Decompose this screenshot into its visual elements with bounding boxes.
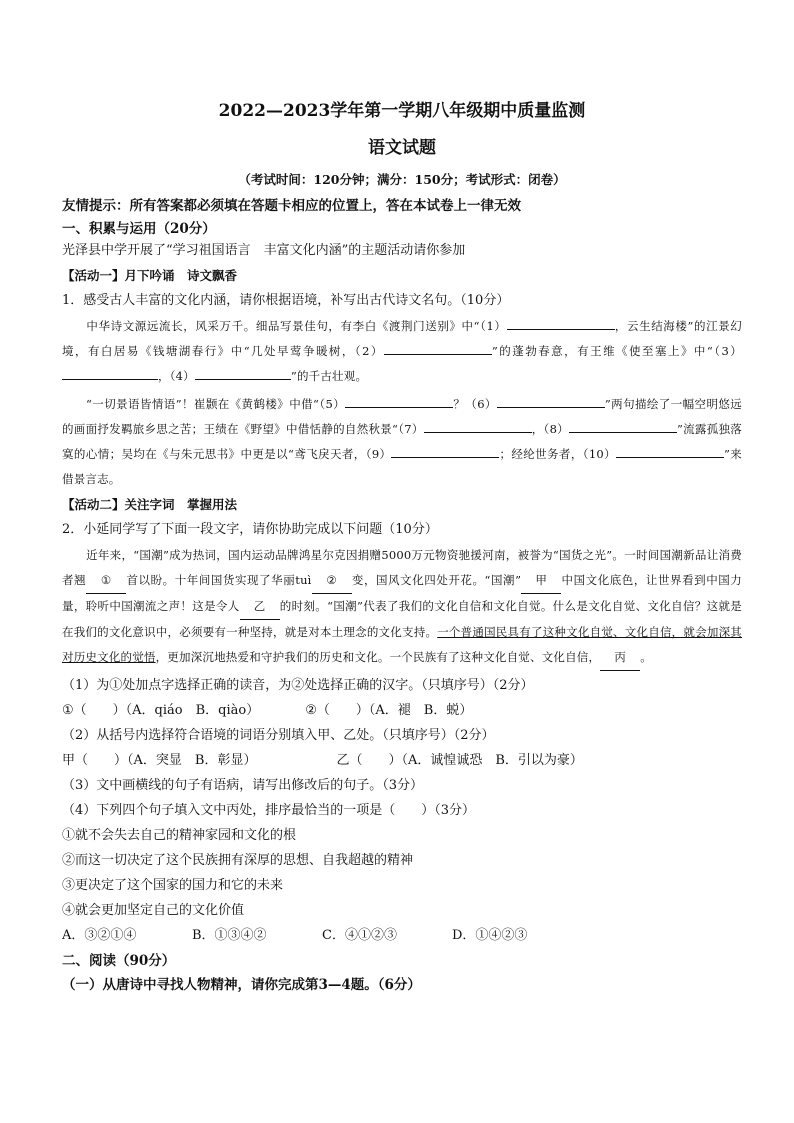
blank-marker-yi: 乙 [240,594,280,620]
sub-question-1-options [62,699,742,718]
answer-blank-2[interactable] [384,340,492,355]
option-yi[interactable]: 乙（ ）（A．诚惶诚恐 B．引以为豪） [336,753,583,768]
sentence-item: ②而这一切决定了这个民族拥有深厚的思想、自我超越的精神 [62,853,414,868]
section-heading-2: 二、阅读（90分） [62,953,176,969]
page-title: 2022—2023学年第一学期八年级期中质量监测 [218,101,586,121]
question-1-stem: 1．感受古人丰富的文化内涵，请你根据语境，补写出古代诗文名句。（10分） [62,293,510,308]
option-pinyin[interactable]: ①（ ）（A．qiáo B．qiào） [62,703,260,718]
sentence-item: ①就不会失去自己的精神家园和文化的根 [62,828,297,843]
answer-blank-9[interactable] [391,443,499,458]
sentence-item: ④就会更加坚定自己的文化价值 [62,903,245,918]
underlined-sentence: 一个普通国民具有了这种文化自觉、文化自信，就会加深其对历史文化的觉悟 [62,625,742,664]
option-character[interactable]: ②（ ）（A．褪 B．蜕） [305,703,473,718]
exam-page [62,96,742,997]
blank-marker-bing: 丙 [600,645,640,671]
answer-blank-5[interactable] [345,393,453,408]
activity-intro: 光泽县中学开展了“学习祖国语言 丰富文化内涵”的主题活动请你参加 [62,243,466,258]
question-1-paragraph-2: “一切景语皆情语”！崔颢在《黄鹤楼》中借“（5） ？（6） ”两句描绘了一幅空明悠远的画面抒发羁旅乡思之苦；王绩在《野望》中借恬静的自然秋景“（7） ，（8） ”流露孤独落寞的心情；吴均在《与朱元思书》中更是以“鸢飞戾天者，（9） ；经纶世务者，（10） ”来借景言志。 [62,392,742,492]
question-2-passage: 近年来，“国潮”成为热词，国内运动品牌鸿星尔克因捐赠5000万元物资驰援河南，被誉为“国货之光”。一时间国潮新品让消费者翘 ① 首以盼。十年间国货实现了华丽tuì ② 变，国风文化四处开花。“国潮” 甲 中国文化底色，让世界看到中国力量，聆听中国潮流之声！这是令人 乙 的时刻。“国潮”代表了我们的文化自信和文化自觉。什么是文化自觉、文化自信？这就是在我们的文化意识中，必须要有一种坚持，就是对本土理念的文化支持。一个普通国民具有了这种文化自觉、文化自信，就会加深其对历史文化的觉悟，更加深沉地热爱和守护我们的历史和文化。一个民族有了这种文化自觉、文化自信， 丙 。 [62,543,742,671]
choice-d[interactable]: D．①④②③ [452,928,528,943]
choice-c[interactable]: C．④①②③ [322,928,397,943]
blank-marker-2: ② [312,568,352,594]
section-heading-1: 一、积累与运用（20分） [62,221,216,237]
answer-blank-4[interactable] [195,365,291,380]
answer-choices [62,924,742,943]
choice-a[interactable]: A．③②①④ [62,928,137,943]
sub-question-1: （1）为①处加点字选择正确的读音，为②处选择正确的汉字。（只填序号）（2分） [62,678,534,693]
question-1-paragraph-1: 中华诗文源远流长，风采万千。细品写景佳句，有李白《渡荆门送别》中“（1） ，云生结海楼”的江景幻境，有白居易《钱塘湖春行》中“几处早莺争暖树，（2） ”的蓬勃春意，有王维《使至塞上》中“（3），（4） ”的千古壮观。 [62,314,742,389]
choice-b[interactable]: B．①③④② [192,928,267,943]
activity-1-heading: 【活动一】月下吟诵 诗文飘香 [62,268,238,283]
sub-question-2: （2）从括号内选择符合语境的词语分别填入甲、乙处。（只填序号）（2分） [62,728,495,743]
answer-blank-7[interactable] [424,418,532,433]
blank-marker-1: ① [86,568,126,594]
activity-2-heading: 【活动二】关注字词 掌握用法 [62,497,238,512]
question-2-stem: 2．小延同学写了下面一段文字，请你协助完成以下问题（10分） [62,522,438,537]
sub-question-4: （4）下列四个句子填入文中丙处，排序最恰当的一项是（ ）（3分） [62,803,476,818]
friendly-tip: 友情提示：所有答案都必须填在答题卡相应的位置上，答在本试卷上一律无效 [62,198,521,214]
answer-blank-3[interactable] [62,365,158,380]
sentence-item: ③更决定了这个国家的国力和它的未来 [62,878,284,893]
page-subtitle: 语文试题 [368,138,436,158]
exam-info: （考试时间：120分钟；满分：150分；考试形式：闭卷） [238,172,566,187]
section-2-sub-heading: （一）从唐诗中寻找人物精神，请你完成第3—4题。（6分） [62,977,421,993]
answer-blank-8[interactable] [569,418,677,433]
blank-marker-jia: 甲 [521,568,561,594]
option-jia[interactable]: 甲（ ）（A．突显 B．彰显） [62,753,257,768]
sub-question-3: （3）文中画横线的句子有语病，请写出修改后的句子。（3分） [62,778,424,793]
sub-question-2-options [62,749,742,768]
answer-blank-6[interactable] [497,393,605,408]
answer-blank-10[interactable] [616,443,724,458]
answer-blank-1[interactable] [507,315,615,330]
